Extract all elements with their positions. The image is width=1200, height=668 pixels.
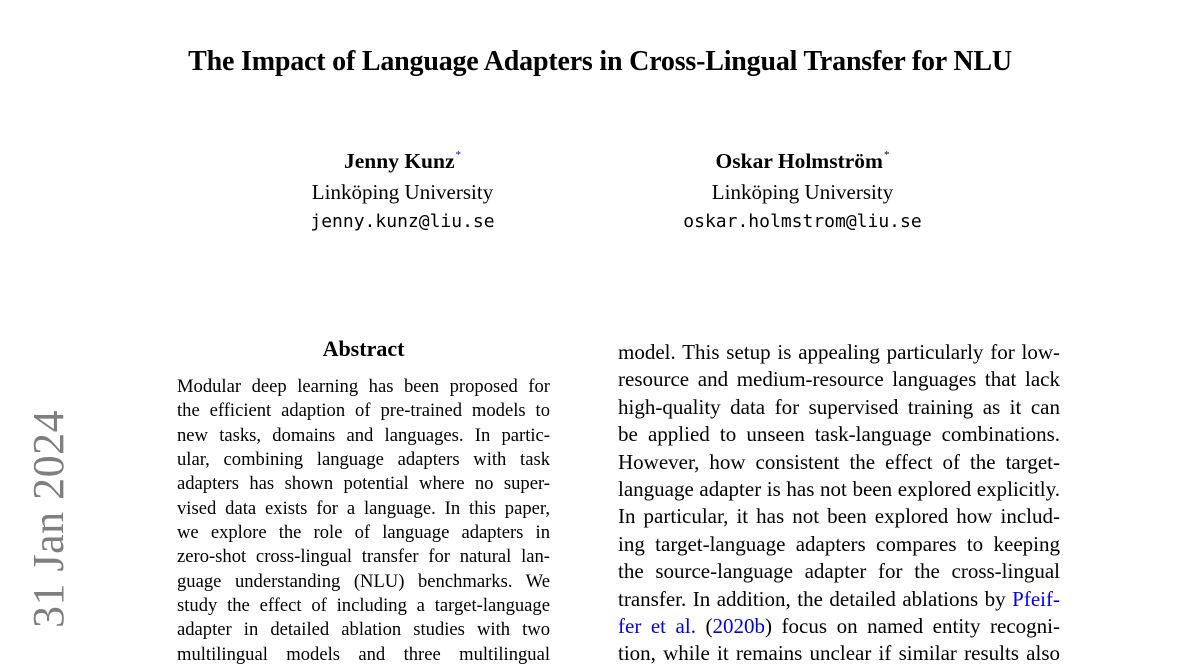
abstract-body (177, 375, 550, 667)
author-block-2 (650, 141, 955, 236)
author-block-1 (290, 141, 515, 236)
body-line: be applied to unseen task-language combinations. (618, 422, 1060, 447)
body-line: resource and medium-resource languages that lack (618, 367, 1060, 392)
abstract-line: we explore the role of language adapters in (177, 522, 550, 544)
abstract-line: adapters has shown potential where no super- (177, 473, 550, 495)
equal-contribution-mark: * (883, 149, 890, 161)
abstract-line: Modular deep learning has been proposed for (177, 376, 550, 397)
equal-contribution-mark[interactable]: * (455, 149, 461, 161)
abstract-line: multilingual models and three multilingual (177, 643, 550, 665)
body-line: high-quality data for supervised training as it can (618, 394, 1060, 419)
citation-link[interactable]: fer et al. (618, 613, 696, 638)
body-text: ) focus on named entity recogni- (765, 613, 1060, 638)
abstract-heading: Abstract (322, 336, 405, 361)
body-line: In particular, it has not been explored how includ- (618, 504, 1060, 529)
abstract-line: the efficient adaption of pre-trained models to (177, 400, 550, 422)
citation-link[interactable]: Pfeif- (1012, 586, 1060, 611)
author-affiliation: Linköping University (711, 180, 894, 204)
author-name: Jenny Kunz (343, 149, 455, 173)
paper-title: The Impact of Language Adapters in Cross-Lingual Transfer for NLU (188, 46, 1012, 77)
author-name-line (650, 141, 955, 178)
body-text: ( (695, 613, 713, 638)
intro-column (618, 339, 1060, 668)
abstract-line: study the effect of including a target-language (177, 595, 550, 617)
body-line: language adapter is has not been explored explicitly. (618, 476, 1060, 501)
author-affiliation: Linköping University (311, 180, 494, 204)
abstract-line: ular, combining language adapters with task (177, 449, 550, 471)
body-line: the source-language adapter for the cross-lingual (618, 559, 1060, 584)
body-text: transfer. In addition, the detailed ablations by (618, 586, 1013, 611)
author-email: jenny.kunz@liu.se (310, 211, 495, 232)
body-line-with-citation (618, 613, 1060, 640)
author-name-line (290, 141, 515, 178)
abstract-line: new tasks, domains and languages. In partic- (177, 424, 550, 446)
body-line: tion, while it remains unclear if similar results also (618, 641, 1060, 666)
body-line: ing target-language adapters compares to keeping (618, 531, 1060, 556)
author-email: oskar.holmstrom@liu.se (683, 211, 922, 232)
body-line-with-citation (618, 586, 1060, 613)
body-line: However, how consistent the effect of the target- (618, 449, 1060, 474)
body-line: model. This setup is appealing particularly for low- (618, 340, 1060, 364)
abstract-line: zero-shot cross-lingual transfer for natural lan- (177, 546, 550, 568)
abstract-line: adapter in detailed ablation studies with two (177, 619, 550, 641)
citation-year-link[interactable]: 2020b (712, 613, 766, 638)
author-name: Oskar Holmström (715, 149, 883, 173)
abstract-line: guage understanding (NLU) benchmarks. We (177, 570, 550, 592)
arxiv-date-stamp: 31 Jan 2024 (24, 409, 73, 628)
abstract-line: vised data exists for a language. In this paper, (177, 497, 550, 519)
